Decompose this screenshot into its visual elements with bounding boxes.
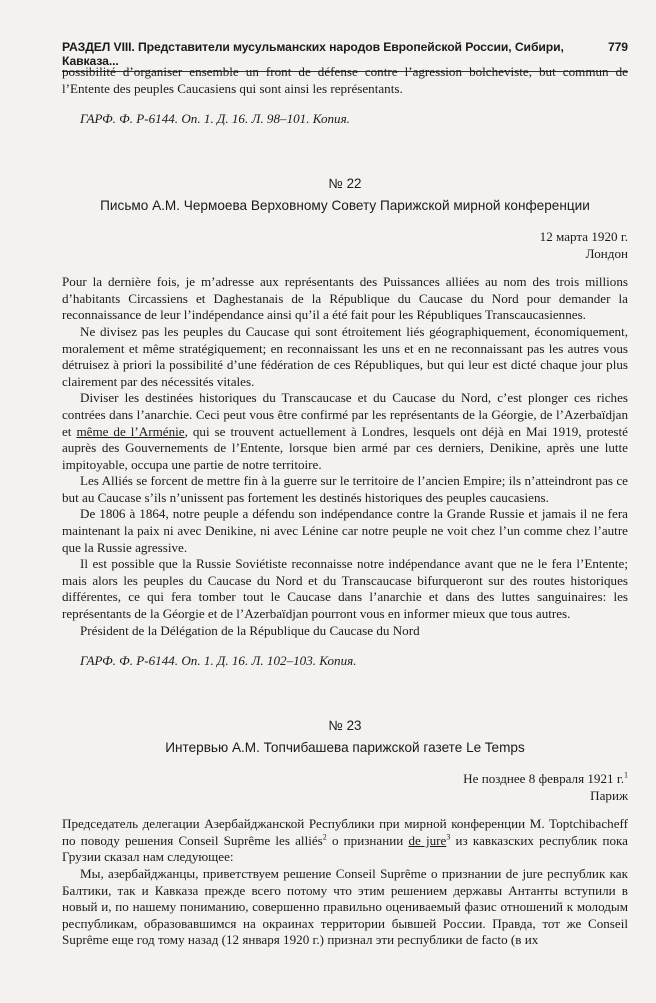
document-number: № 23 [328, 717, 362, 733]
letter-paragraph: Ne divisez pas les peuples du Caucase qui sont étroitement liés géographiquement, économiquement, moralement et même stratégiquement; en reconnaissant les uns et en ne reconnaissant pas les autres vous détruisez à priori la possibilité d’une fédération de ces Républiques, but qui leur est dicté chaque jour plus clairement par des nécessités vitales. [62, 323, 628, 389]
document-place: Лондон [585, 245, 628, 261]
letter-paragraph: Les Alliés se forcent de mettre fin à la guerre sur le territoire de l’ancien Empire; ils n’atteindront pas ce but au Caucase s’ils n’unissent pas fortement les destinés historiques des peuples caucasiens. [62, 473, 628, 505]
document-place: Париж [590, 787, 628, 803]
letter-paragraph: Pour la dernière fois, je m’adresse aux représentants des Puissances alliées au nom des trois millions d’habitants Circassiens et Daghestanais de la République du Caucase du Nord pour demander la reconnaissance de leur l’indépendance ainsi qu’il a été fait pour les Républiques Transcaucasiennes. [62, 274, 628, 323]
underlined-phrase: de jure [408, 832, 447, 848]
signature: Président de la Délégation de la République du Caucase du Nord [80, 622, 420, 638]
interview-paragraph: Мы, азербайджанцы, приветствуем решение Conseil Suprême о признании de jure республик как Балтики, так и Кавказа прежде всего потому что этим решением державы Антанты вступили в новый и, по нашему пониманию, совершенно правильно оцениваемый фазис отношений к молодым республикам, образовавшимся на окраинах территории бывшей России. Правда, тот же Conseil Suprême еще год тому назад (12 января 1920 г.) признал эти республики de facto (в их [62, 865, 628, 948]
footnote-ref: 1 [624, 770, 628, 780]
document-title: Интервью А.М. Топчибашева парижской газете Le Temps [165, 740, 525, 756]
footnote-ref: 2 [322, 832, 327, 842]
body-text [62, 64, 628, 949]
document-date: 12 марта 1920 г. [539, 228, 628, 244]
interview-paragraph: Председатель делегации Азербайджанской Республики при мирной конференции М. Toptchibacheff по поводу решения Conseil Suprême les alliés$^2$ о признании de jure$^3$ из кавказских республик пока Грузии сказал нам следующее: [62, 816, 628, 865]
document-date: Не позднее 8 февраля 1921 г.$^1$ [463, 770, 628, 786]
archive-source: ГАРФ. Ф. Р-6144. Оп. 1. Д. 16. Л. 102–103. Копия. [80, 653, 357, 669]
letter-paragraph: Diviser les destinées historiques du Transcaucase et du Caucase du Nord, c’est plonger ces riches contrées dans l’anarchie. Ceci peut vous être confirmé par les représentants de la Géorgie, de l’Azerbaïdjan et même de l’Arménie, qui se trouvent actuellement à Londres, lesquels ont déjà en Mai 1919, protesté auprès des Gouvernements de l’Entente, lorsque bien armé par ces derniers, Denikine, après une lutte impitoyable, occupa une partie de notre territoire. [62, 390, 628, 472]
underlined-phrase: même de l’Arménie [76, 423, 185, 439]
document-number: № 22 [328, 175, 362, 191]
page-number: 779 [607, 40, 628, 54]
letter-paragraph: Il est possible que la Russie Soviétiste reconnaisse notre indépendance avant que ne le fera l’Entente; mais alors les peuples du Caucase du Nord et du Transcaucase bifurqueront sur des routes historiques différentes, ce qui fera tomber tout le Caucase dans l’anarchie et dans des luttes sanguinaires: les représentants de la Géorgie et de l’Azerbaïdjan pourront vous en informer mieux que tous autres. [62, 556, 628, 622]
archive-source: ГАРФ. Ф. Р-6144. Оп. 1. Д. 16. Л. 98–101. Копия. [80, 111, 350, 127]
letter-paragraph: De 1806 à 1864, notre peuple a défendu son indépendance contre la Grande Russie et jamais il ne fera maintenant la paix ni avec Denikine, ni avec Lénine car notre peuple ne voit chez l’un comme chez l’autre que la Russie agressive. [62, 506, 628, 555]
section-title: РАЗДЕЛ VIII. Представители мусульманских народов Европейской России, Сибири, Кавказа... [62, 40, 564, 68]
intro-paragraph: possibilité d’organiser ensemble un front de défense contre l’agression bolcheviste, but commun de l’Entente des peuples Caucasiens qui sont ainsi les représentants. [62, 64, 628, 96]
footnote-ref: 3 [446, 832, 451, 842]
document-title: Письмо А.М. Чермоева Верховному Совету Парижской мирной конференции [100, 198, 590, 214]
